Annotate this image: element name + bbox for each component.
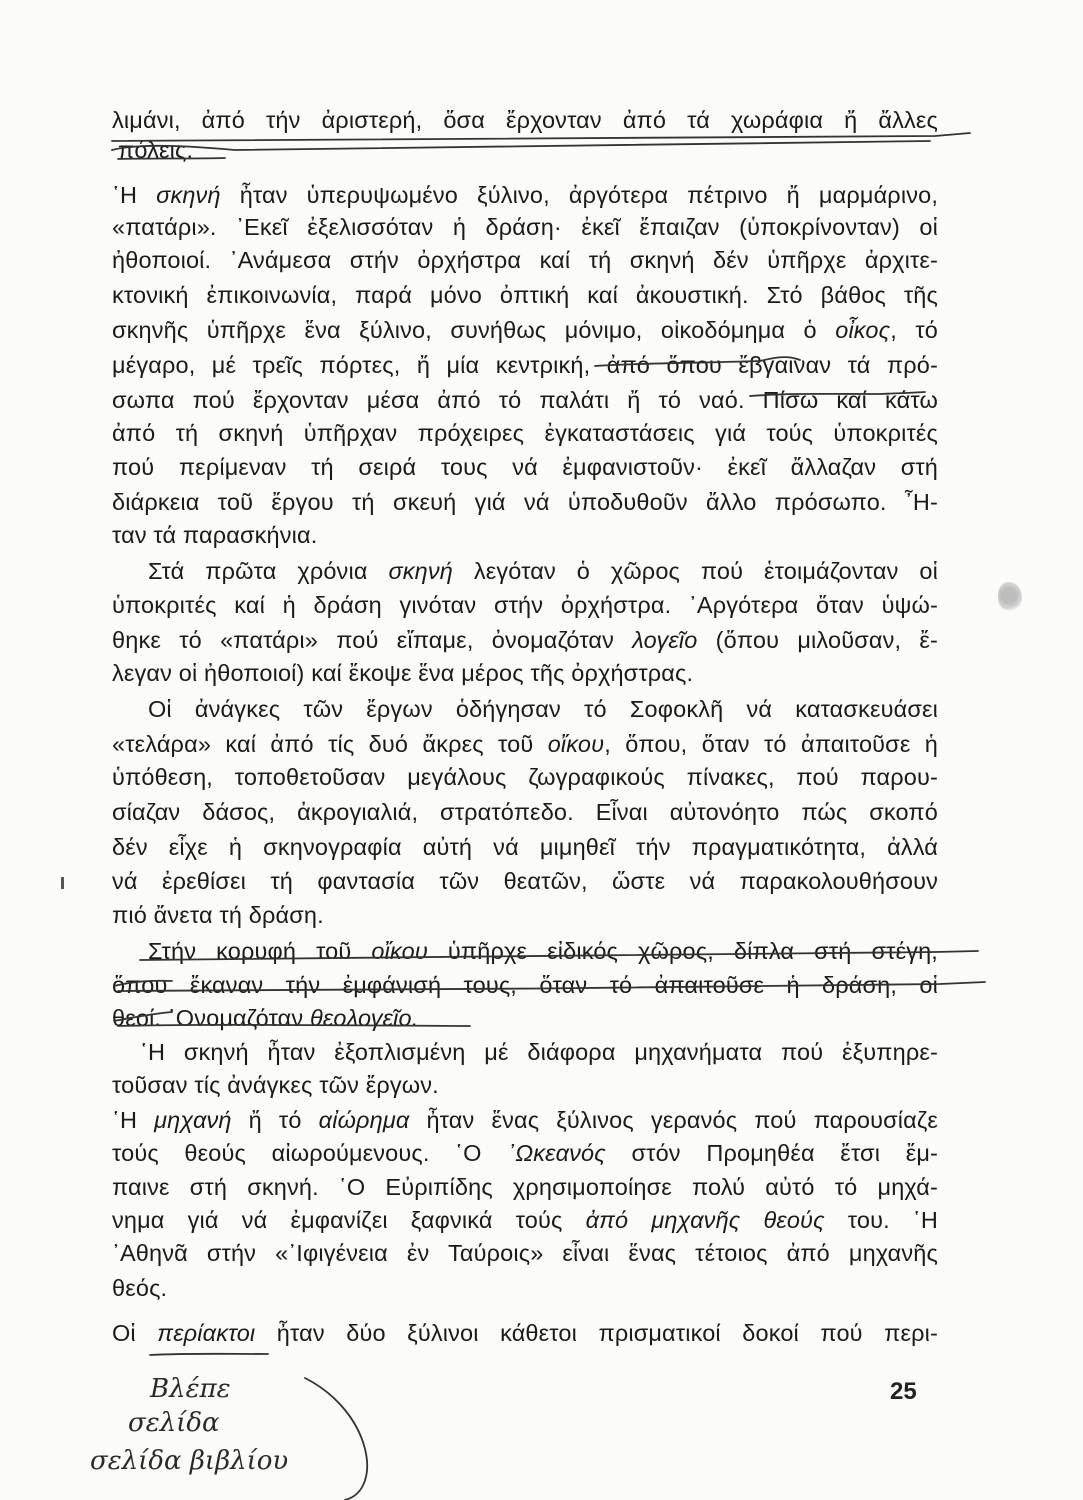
text-segment: ὅπου ἔκαναν τήν ἐμφάνισή τους, ὅταν τό ἀπαιτοῦσε ἡ δράση, οἱ <box>112 972 938 998</box>
text-segment: πού περίμεναν τή σειρά τους νά ἐμφανιστοῦν· ἐκεῖ ἄλλαζαν στή <box>112 454 938 480</box>
strike-opou <box>114 981 172 986</box>
text-segment: μέγαρο, μέ τρεῖς πόρτες, ἤ μία κεντρική, ἀπό ὅπου ἔβγαιναν τά πρό- <box>112 352 938 378</box>
italic-term: θεολογεῖο. <box>310 1005 419 1031</box>
handwritten-note-2: σελίδα <box>128 1408 220 1438</box>
text-segment: του. ῾Η <box>824 1207 938 1233</box>
text-segment: σίαζαν δάσος, ἀκρογιαλιά, στρατόπεδο. Εἶναι αὐτονόητο πώς σκοπό <box>112 799 938 825</box>
text-segment: πιό ἄνετα τή δράση. <box>112 902 324 928</box>
text-segment: ἦταν ἕνας ξύλινος γερανός πού παρουσίαζε <box>409 1107 938 1133</box>
text-segment: θεός. <box>112 1275 168 1301</box>
underline-poleis <box>118 158 225 159</box>
underline-periaktoi <box>150 1354 268 1355</box>
text-segment: ταν τά παρασκήνια. <box>112 522 318 548</box>
text-segment: , τό <box>890 317 938 343</box>
text-segment: «τελάρα» καί ἀπό τίς δυό ἄκρες τοῦ <box>112 731 548 757</box>
strike-theoi <box>114 1012 172 1021</box>
text-segment: δέν εἶχε ἡ σκηνογραφία αὐτή νά μιμηθεῖ τήν πραγματικότητα, ἀλλά <box>112 834 938 860</box>
text-segment: κτονική ἐπικοινωνία, παρά μόνο ὀπτική καί ἀκουστική. Στό βάθος τῆς <box>112 282 938 308</box>
text-segment: σωπα πού ἔρχονταν μέσα ἀπό τό παλάτι ἤ τό ναό. Πίσω καί κάτω <box>112 387 938 413</box>
italic-term: ᾿Ωκεανός <box>507 1140 606 1166</box>
text-segment: ὑπόθεση, τοποθετοῦσαν μεγάλους ζωγραφικούς πίνακες, πού παρου- <box>112 764 938 790</box>
text-segment: ἠθοποιοί. ᾿Ανάμεσα στήν ὀρχήστρα καί τή σκηνή δέν ὑπῆρχε ἀρχιτε- <box>112 247 938 273</box>
text-segment: διάρκεια τοῦ ἔργου τή σκευή γιά νά ὑποδυθοῦν ἄλλο πρόσωπο. ῏Η- <box>112 489 938 515</box>
text-segment: Στά πρῶτα χρόνια <box>148 558 389 584</box>
text-segment: ὑποκριτές καί ἡ δράση γινόταν στήν ὀρχήστρα. ᾿Αργότερα ὅταν ὑψώ- <box>112 592 938 618</box>
italic-term: οἴκου <box>371 938 428 964</box>
text-segment: στόν Προμηθέα ἔτσι ἔμ- <box>605 1140 938 1166</box>
text-segment: θεοί. ᾿Ονομαζόταν <box>112 1005 310 1031</box>
italic-term: αἰώρημα <box>318 1107 410 1133</box>
text-segment: ᾿Αθηνᾶ στήν «᾿Ιφιγένεια ἐν Ταύροις» εἶναι ἕνας τέτοιος ἀπό μηχανῆς <box>112 1240 938 1266</box>
text-segment: ἤ τό <box>231 1107 319 1133</box>
text-segment: ἀπό τή σκηνή ὑπῆρχαν πρόχειρες ἐγκαταστάσεις γιά τούς ὑποκριτές <box>112 420 938 446</box>
text-segment: τούς θεούς αἰωρούμενους. ῾Ο <box>112 1140 508 1166</box>
italic-term: οἴκου <box>547 731 605 757</box>
italic-term: σκηνή <box>156 182 221 208</box>
italic-term: λογεῖο <box>632 627 698 653</box>
text-segment: σκηνῆς ὑπῆρχε ἕνα ξύλινο, συνήθως μόνιμο, οἰκοδόμημα ὁ <box>112 317 836 343</box>
text-segment: ῾Η <box>112 182 157 208</box>
underline-evgainan <box>750 392 925 396</box>
underline-theologeio-3 <box>118 1025 470 1026</box>
underline-theologeio-2 <box>118 982 985 991</box>
text-segment: ἦταν ὑπερυψωμένο ξύλινο, ἀργότερα πέτρινο ἤ μαρμάρινο, <box>220 182 938 208</box>
text-segment: λεγαν οἱ ἠθοποιοί) καί ἔκοψε ἕνα μέρος τῆς ὀρχήστρας. <box>112 660 694 686</box>
italic-term: ἀπό μηχανῆς θεούς <box>585 1207 825 1233</box>
text-segment: Οἱ <box>112 1320 158 1346</box>
ink-stain <box>998 582 1022 612</box>
italic-term: μηχανή <box>154 1107 232 1133</box>
text-segment: ὑπῆρχε εἰδικός χῶρος, δίπλα στή στέγη, <box>427 938 938 964</box>
text-segment: λιμάνι, ἀπό τήν ἀριστερή, ὅσα ἔρχονταν ἀπό τά χωράφια ἤ ἄλλες <box>112 107 938 133</box>
text-segment: (ὅπου μιλοῦσαν, ἔ- <box>697 627 938 653</box>
handwritten-note-3: σελίδα βιβλίου <box>90 1446 289 1476</box>
text-segment: Στήν κορυφή τοῦ <box>148 938 372 964</box>
italic-term: σκηνή <box>388 558 453 584</box>
text-segment: «πατάρι». ᾿Εκεῖ ἐξελισσόταν ἡ δράση· ἐκεῖ ἔπαιζαν (ὑποκρίνονταν) οἱ <box>112 214 938 240</box>
text-segment: νημα γιά νά ἐμφανίζει ξαφνικά τούς <box>112 1207 586 1233</box>
margin-bracket <box>305 1378 367 1500</box>
underline-theologeio-1 <box>140 951 978 960</box>
text-segment: θηκε τό «πατάρι» πού εἴπαμε, ὀνομαζόταν <box>112 627 633 653</box>
text-segment: νά ἐρεθίσει τή φαντασία τῶν θεατῶν, ὥστε νά παρακολουθήσουν <box>112 868 938 894</box>
underline-oikodomima <box>595 357 800 366</box>
underline-cross-poleis <box>112 141 930 150</box>
page-number: 25 <box>890 1378 917 1405</box>
italic-term: οἶκος <box>835 317 891 343</box>
italic-term: περίακτοι <box>157 1320 256 1346</box>
text-segment: τοῦσαν τίς ἀνάγκες τῶν ἔργων. <box>112 1072 439 1098</box>
text-segment: ἦταν δύο ξύλινοι κάθετοι πρισματικοί δοκοί πού περι- <box>255 1320 939 1346</box>
text-segment: Οἱ ἀνάγκες τῶν ἔργων ὁδήγησαν τό Σοφοκλῆ νά κατασκευάσει <box>148 696 938 722</box>
margin-mark <box>61 877 64 889</box>
text-segment: , ὅπου, ὅταν τό ἀπαιτοῦσε ἡ <box>604 731 938 757</box>
text-segment: παινε στή σκηνή. ῾Ο Εὐριπίδης χρησιμοποίησε πολύ αὐτό τό μηχά- <box>112 1174 938 1200</box>
text-segment: ῾Η <box>112 1107 155 1133</box>
text-segment: λεγόταν ὁ χῶρος πού ἑτοιμάζονταν οἱ <box>452 558 938 584</box>
text-segment: ῾Η σκηνή ἦταν ἐξοπλισμένη μέ διάφορα μηχανήματα πού ἐξυπηρε- <box>140 1039 938 1065</box>
text-segment: πόλεις. <box>118 137 194 163</box>
handwritten-note-1: Βλέπε <box>150 1374 231 1404</box>
underline-line-1 <box>112 133 970 141</box>
